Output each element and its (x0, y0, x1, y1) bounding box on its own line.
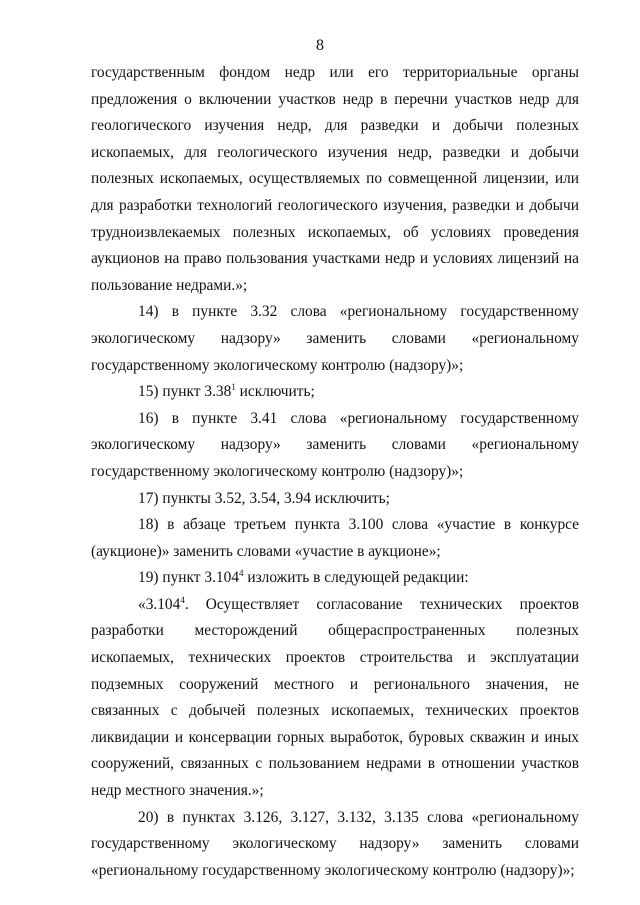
clause-3-104-4-superscript: 4 (180, 594, 185, 605)
paragraph-continuation: государственным фондом недр или его территориальные органы предложения о включении участков недр в перечни участков недр для геологического изучения недр, для разведки и добычи полезных ископаемых, для геологического изучения недр, разведки и добычи полезных ископаемых, осуществляемых по совмещенной лицензии, или для разработки технологий геологического изучения, разведки и добычи трудноизвлекаемых полезных ископаемых, об условиях проведения аукционов на право пользования участками недр и условиях лицензий на пользование недрами.»; (91, 64, 579, 294)
paragraph-clause-3-104-4 (91, 592, 579, 805)
paragraph-item-17: 17) пункты 3.52, 3.54, 3.94 исключить; (138, 489, 390, 507)
item-15-text: 15) пункт 3.38 (138, 383, 232, 401)
item-15-text-end: исключить; (235, 383, 315, 401)
item-15-superscript: 1 (231, 382, 236, 393)
paragraph-item-15 (91, 379, 579, 406)
page-number: 8 (316, 37, 324, 54)
clause-3-104-4-text: . Осуществляет согласование технических проектов разработки месторождений общераспространенных полезных ископаемых, технических проектов строительства и эксплуатации подземных сооружений местного и регионального значения, не связанных с добычей полезных ископаемых, технических проектов ликвидации и консервации горных выработок, буровых скважин и иных сооружений, связанных с пользованием недрами в отношении участков недр местного значения.»; (91, 595, 579, 800)
item-19-text: 19) пункт 3.104 (138, 569, 240, 587)
item-19-text-end: изложить в следующей редакции: (243, 569, 469, 587)
clause-3-104-4-number: «3.104 (138, 595, 181, 613)
item-19-superscript: 4 (239, 568, 244, 579)
paragraph-item-18: 18) в абзаце третьем пункта 3.100 слова «участие в конкурсе (аукционе)» заменить словами «участие в аукционе»; (91, 516, 579, 560)
paragraph-item-16: 16) в пункте 3.41 слова «региональному государственному экологическому надзору» заменить словами «региональному государственному экологическому контролю (надзору)»; (91, 409, 579, 480)
paragraph-item-14: 14) в пункте 3.32 слова «региональному государственному экологическому надзору» заменить словами «региональному государственному экологическому контролю (надзору)»; (91, 303, 579, 374)
paragraph-item-20: 20) в пунктах 3.126, 3.127, 3.132, 3.135 слова «региональному государственному экологическому надзору» заменить словами «региональному государственному экологическому контролю (надзору)»; (91, 808, 579, 879)
document-body (91, 60, 579, 884)
paragraph-item-19 (91, 565, 579, 592)
